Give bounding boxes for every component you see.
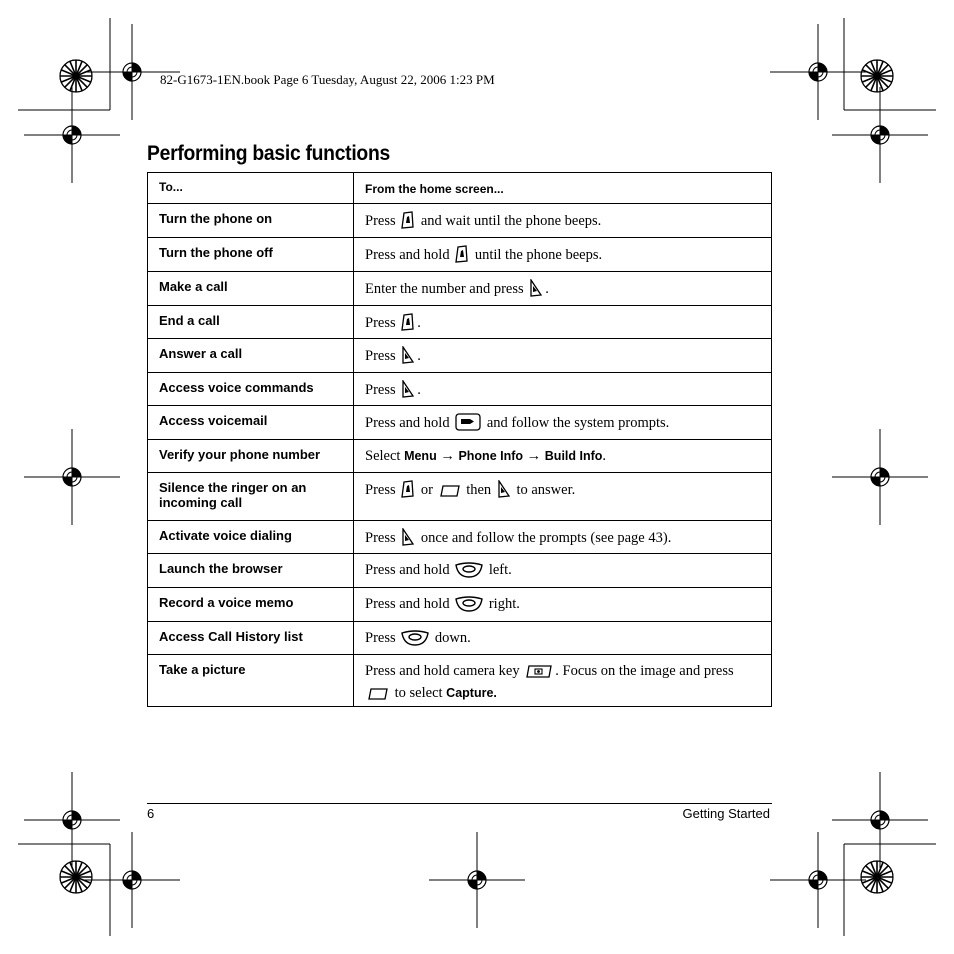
instruction-cell xyxy=(354,622,772,655)
end-key-icon xyxy=(401,480,415,503)
instruction-text: Press and hold xyxy=(365,596,454,612)
table-row xyxy=(148,655,772,707)
instruction-cell xyxy=(354,473,772,521)
instruction-text: Press and hold xyxy=(365,562,454,578)
instruction-text: . xyxy=(417,382,421,398)
end-key-icon xyxy=(401,313,415,336)
task-cell: Turn the phone off xyxy=(148,238,354,272)
task-cell: Make a call xyxy=(148,272,354,306)
nav-key-icon xyxy=(455,596,483,617)
table-row xyxy=(148,440,772,473)
task-cell: Turn the phone on xyxy=(148,204,354,238)
task-cell: Launch the browser xyxy=(148,554,354,588)
instruction-text: right. xyxy=(485,596,520,612)
nav-key-icon xyxy=(401,630,429,651)
table-row xyxy=(148,339,772,373)
instruction-cell xyxy=(354,339,772,373)
instruction-text: once and follow the prompts (see page 43). xyxy=(417,530,672,546)
instruction-cell xyxy=(354,373,772,406)
instruction-text: Press xyxy=(365,530,400,546)
instruction-text: . xyxy=(417,315,421,331)
table-row xyxy=(148,306,772,339)
send-key-icon xyxy=(401,380,415,403)
table-row xyxy=(148,473,772,521)
instruction-text: to answer. xyxy=(512,482,576,498)
instruction-text: or xyxy=(417,482,437,498)
instruction-cell xyxy=(354,521,772,554)
instruction-cell xyxy=(354,655,772,707)
task-cell: Take a picture xyxy=(148,655,354,707)
instruction-text: Press and hold xyxy=(365,247,454,263)
instruction-cell xyxy=(354,406,772,440)
send-key-icon xyxy=(401,346,415,369)
col-header-from: From the home screen... xyxy=(354,173,772,204)
table-row xyxy=(148,554,772,588)
instruction-text: Press xyxy=(365,382,400,398)
instruction-text: . xyxy=(602,448,607,464)
table-row xyxy=(148,373,772,406)
book-header-line: 82-G1673-1EN.book Page 6 Tuesday, August 22, 2006 1:23 PM xyxy=(160,72,495,87)
capture-label: Capture. xyxy=(446,686,497,700)
col-header-to: To... xyxy=(148,173,354,204)
send-key-icon xyxy=(401,528,415,551)
instruction-text: down. xyxy=(431,630,471,646)
instruction-cell xyxy=(354,272,772,306)
table-row xyxy=(148,204,772,238)
arrow-symbol: → xyxy=(440,448,455,464)
table-row xyxy=(148,521,772,554)
instruction-text: and follow the system prompts. xyxy=(483,415,670,431)
instruction-text: until the phone beeps. xyxy=(471,247,603,263)
build-info-label: Build Info xyxy=(544,449,603,463)
arrow-symbol: → xyxy=(526,448,542,464)
instruction-cell xyxy=(354,588,772,622)
instruction-text: Press xyxy=(365,630,400,646)
soft-key-icon xyxy=(367,687,389,706)
table-row xyxy=(148,588,772,622)
task-cell: Silence the ringer on an incoming call xyxy=(148,473,354,521)
instruction-text: Select xyxy=(365,448,401,464)
nav-key-icon xyxy=(455,562,483,583)
task-cell: Access voicemail xyxy=(148,406,354,440)
section-name: Getting Started xyxy=(682,806,770,821)
instruction-text: . Focus on the image and press xyxy=(555,663,734,679)
phone-info-label: Phone Info xyxy=(458,449,524,463)
instruction-cell xyxy=(354,440,772,473)
instruction-text: Enter the number and press xyxy=(365,281,528,297)
send-key-icon xyxy=(529,279,543,302)
end-key-icon xyxy=(455,245,469,268)
task-cell: Activate voice dialing xyxy=(148,521,354,554)
table-row xyxy=(148,272,772,306)
instruction-text: Press xyxy=(365,348,400,364)
table-row xyxy=(148,238,772,272)
instruction-cell xyxy=(354,554,772,588)
task-cell: Answer a call xyxy=(148,339,354,373)
table-row xyxy=(148,622,772,655)
task-cell: Verify your phone number xyxy=(148,440,354,473)
instruction-text: Press and hold camera key xyxy=(365,663,524,679)
instruction-text: to select xyxy=(391,685,447,701)
instruction-text: then xyxy=(462,482,495,498)
page-number: 6 xyxy=(147,806,155,821)
footer-rule xyxy=(147,803,772,804)
menu-label: Menu xyxy=(404,449,437,463)
functions-table xyxy=(147,172,772,707)
table-row xyxy=(148,406,772,440)
instruction-text: . xyxy=(417,348,421,364)
instruction-cell xyxy=(354,204,772,238)
instruction-text: Press xyxy=(365,482,400,498)
instruction-cell xyxy=(354,306,772,339)
instruction-text: . xyxy=(545,281,549,297)
task-cell: Record a voice memo xyxy=(148,588,354,622)
instruction-cell xyxy=(354,238,772,272)
task-cell: Access Call History list xyxy=(148,622,354,655)
send-key-icon xyxy=(497,480,511,503)
task-cell: End a call xyxy=(148,306,354,339)
table-header-row xyxy=(148,173,772,204)
instruction-text: Press and hold xyxy=(365,415,454,431)
soft-key-icon xyxy=(439,484,461,503)
instruction-text: and wait until the phone beeps. xyxy=(417,213,602,229)
instruction-text: left. xyxy=(485,562,512,578)
task-cell: Access voice commands xyxy=(148,373,354,406)
instruction-text: Press xyxy=(365,213,400,229)
instruction-text: Press xyxy=(365,315,400,331)
page-title: Performing basic functions xyxy=(147,142,390,165)
camera-key-icon xyxy=(525,663,553,684)
end-key-icon xyxy=(401,211,415,234)
voicemail-key-icon xyxy=(455,413,481,436)
